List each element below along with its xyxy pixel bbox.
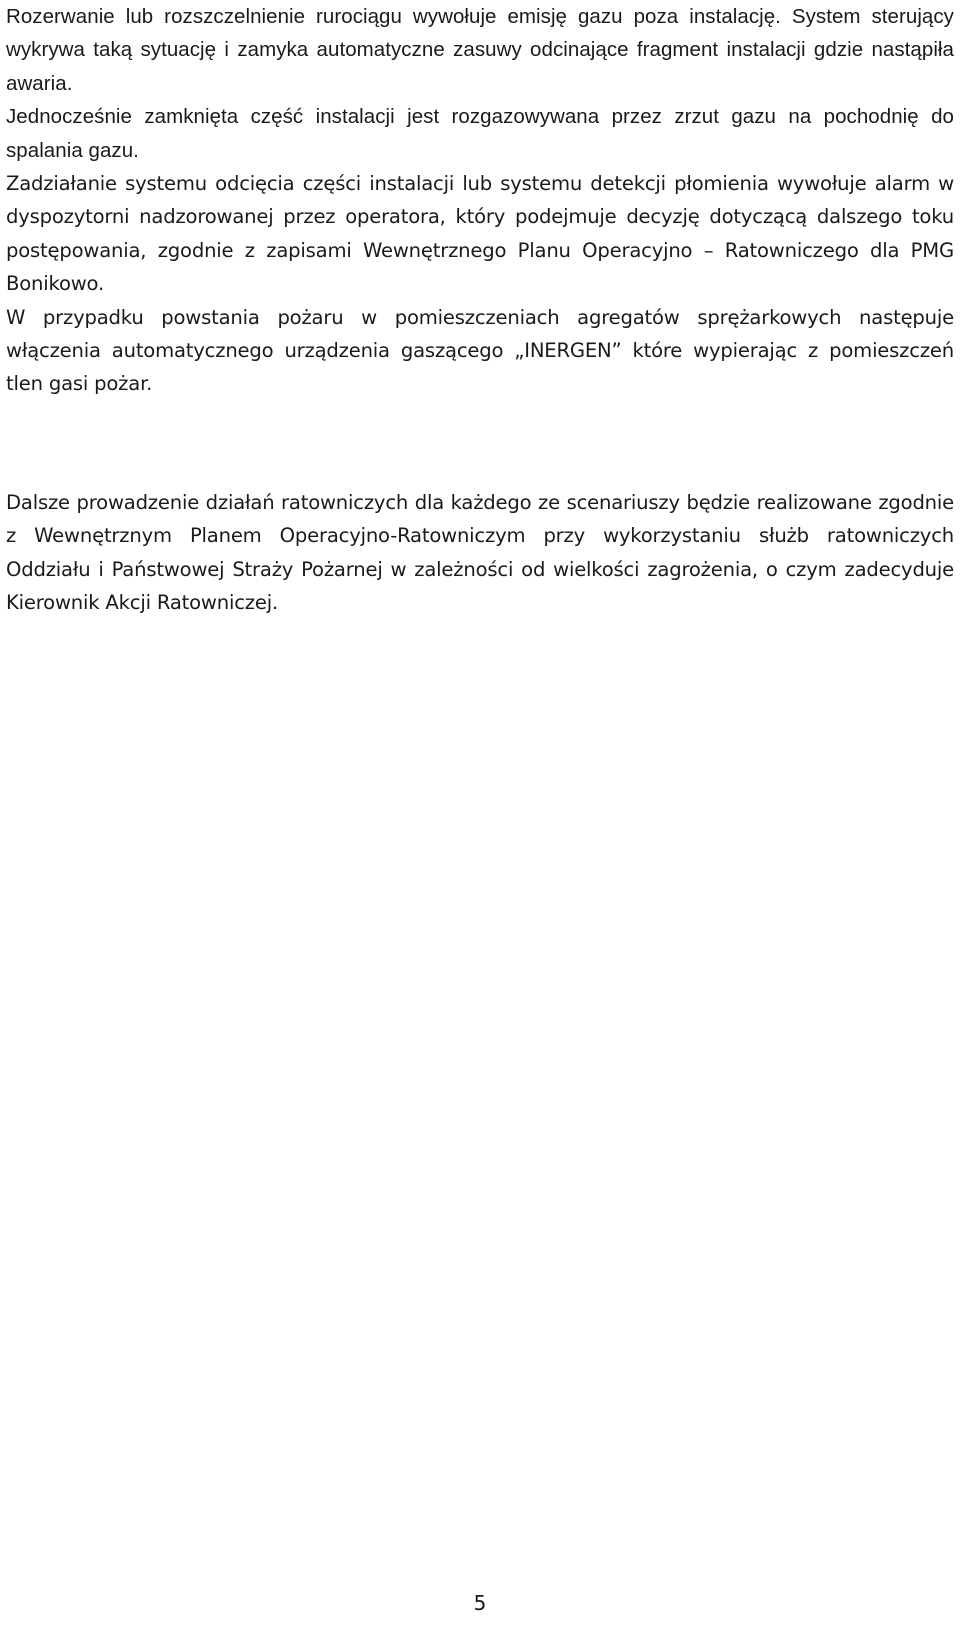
page-number: 5 bbox=[473, 1591, 487, 1615]
section-rescue-operations bbox=[6, 486, 954, 620]
paragraph-pipeline-emission: Rozerwanie lub rozszczelnienie rurociągu wywołuje emisję gazu poza instalację. System sterujący wykrywa taką sytuację i zamyka automatyczne zasuwy odcinające fragment instalacji gdzie nastąpiła awaria. bbox=[6, 5, 954, 95]
paragraph-fire-suppression: W przypadku powstania pożaru w pomieszczeniach agregatów sprężarkowych następuje włączenia automatycznego urządzenia gaszącego „INERGEN” które wypierając z pomieszczeń tlen gasi pożar. bbox=[6, 305, 954, 396]
section-emergency-procedure bbox=[6, 0, 954, 401]
paragraph-gas-venting: Jednocześnie zamknięta część instalacji jest rozgazowywana przez zrzut gazu na pochodnię do spalania gazu. bbox=[6, 105, 954, 162]
paragraph-rescue-actions: Dalsze prowadzenie działań ratowniczych dla każdego ze scenariuszy będzie realizowane zgodnie z Wewnętrznym Planem Operacyjno-Ratowniczym przy wykorzystaniu służb ratowniczych Oddziału i Państwowej Straży Pożarnej w zależności od wielkości zagrożenia, o czym zadecyduje Kierownik Akcji Ratowniczej. bbox=[6, 491, 954, 615]
paragraph-alarm-dispatch: Zadziałanie systemu odcięcia części instalacji lub systemu detekcji płomienia wywołuje alarm w dyspozytorni nadzorowanej przez operatora, który podejmuje decyzję dotyczącą dalszego toku postępowania, zgodnie z zapisami Wewnętrznego Planu Operacyjno – Ratowniczego dla PMG Bonikowo. bbox=[6, 172, 954, 296]
